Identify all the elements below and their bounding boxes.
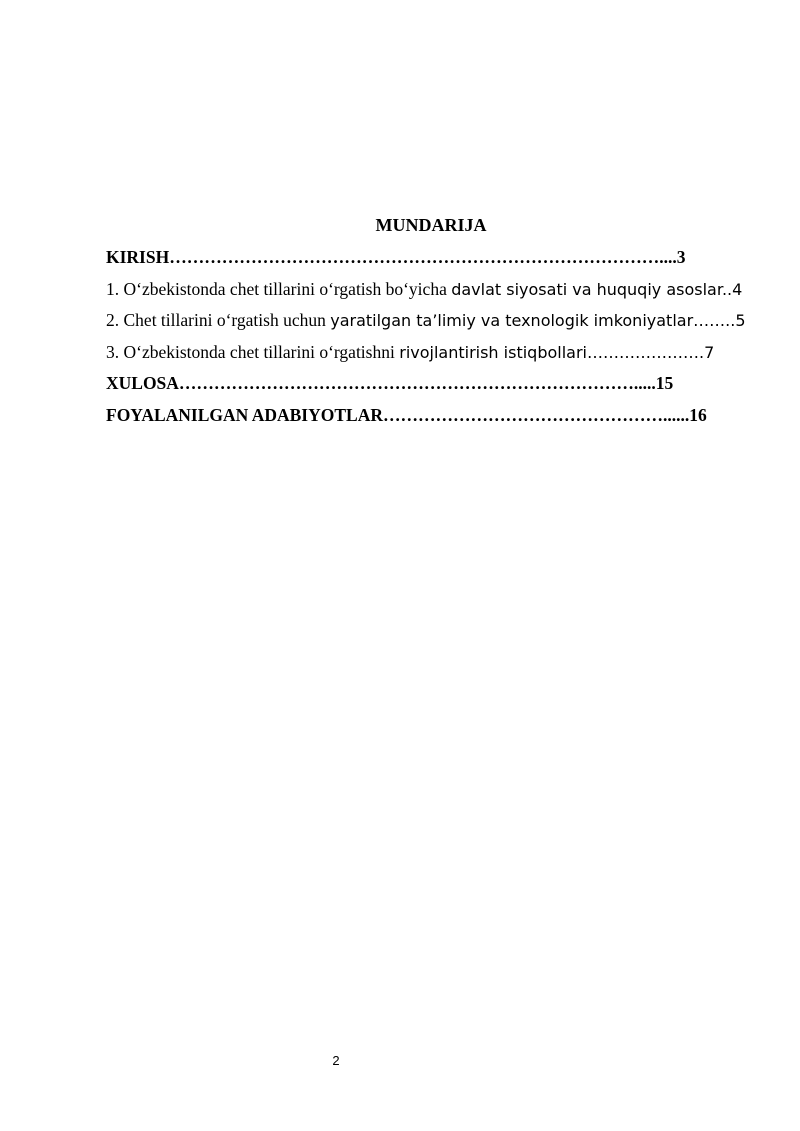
toc-entry-3-text-b: rivojlantirish istiqbollari………………….7 xyxy=(399,342,715,362)
toc-entry-2-text-b: yaratilgan ta’limiy va texnologik imkoniyatlar……..5 xyxy=(330,311,746,330)
toc-entry-3-text-a: 3. O‘zbekistonda chet tillarini o‘rgatishni xyxy=(106,341,400,362)
toc-entry-2-text-a: 2. Chet tillarini o‘rgatish uchun xyxy=(106,310,331,330)
toc-entry-kirish: KIRISH…………………………………………………………………………....3 xyxy=(106,247,686,267)
toc-entry-adabiyotlar: FOYALANILGAN ADABIYOTLAR…………………………………………......16 xyxy=(106,404,707,425)
toc-entry-2 xyxy=(106,305,750,337)
toc-title: MUNDARIJA xyxy=(375,215,487,235)
toc-entry-xulosa: XULOSA…………………………………………………………………….....15 xyxy=(106,373,674,393)
toc-entry-1 xyxy=(106,274,750,306)
toc-entry-1-text-b: davlat siyosati va huquqiy asoslar..4 xyxy=(451,279,743,299)
toc-entry-1-text-a: 1. O‘zbekistonda chet tillarini o‘rgatish bo‘yicha xyxy=(106,278,452,299)
table-of-contents xyxy=(106,212,750,431)
toc-entry-3 xyxy=(106,337,750,369)
page-number: 2 xyxy=(332,1053,340,1068)
